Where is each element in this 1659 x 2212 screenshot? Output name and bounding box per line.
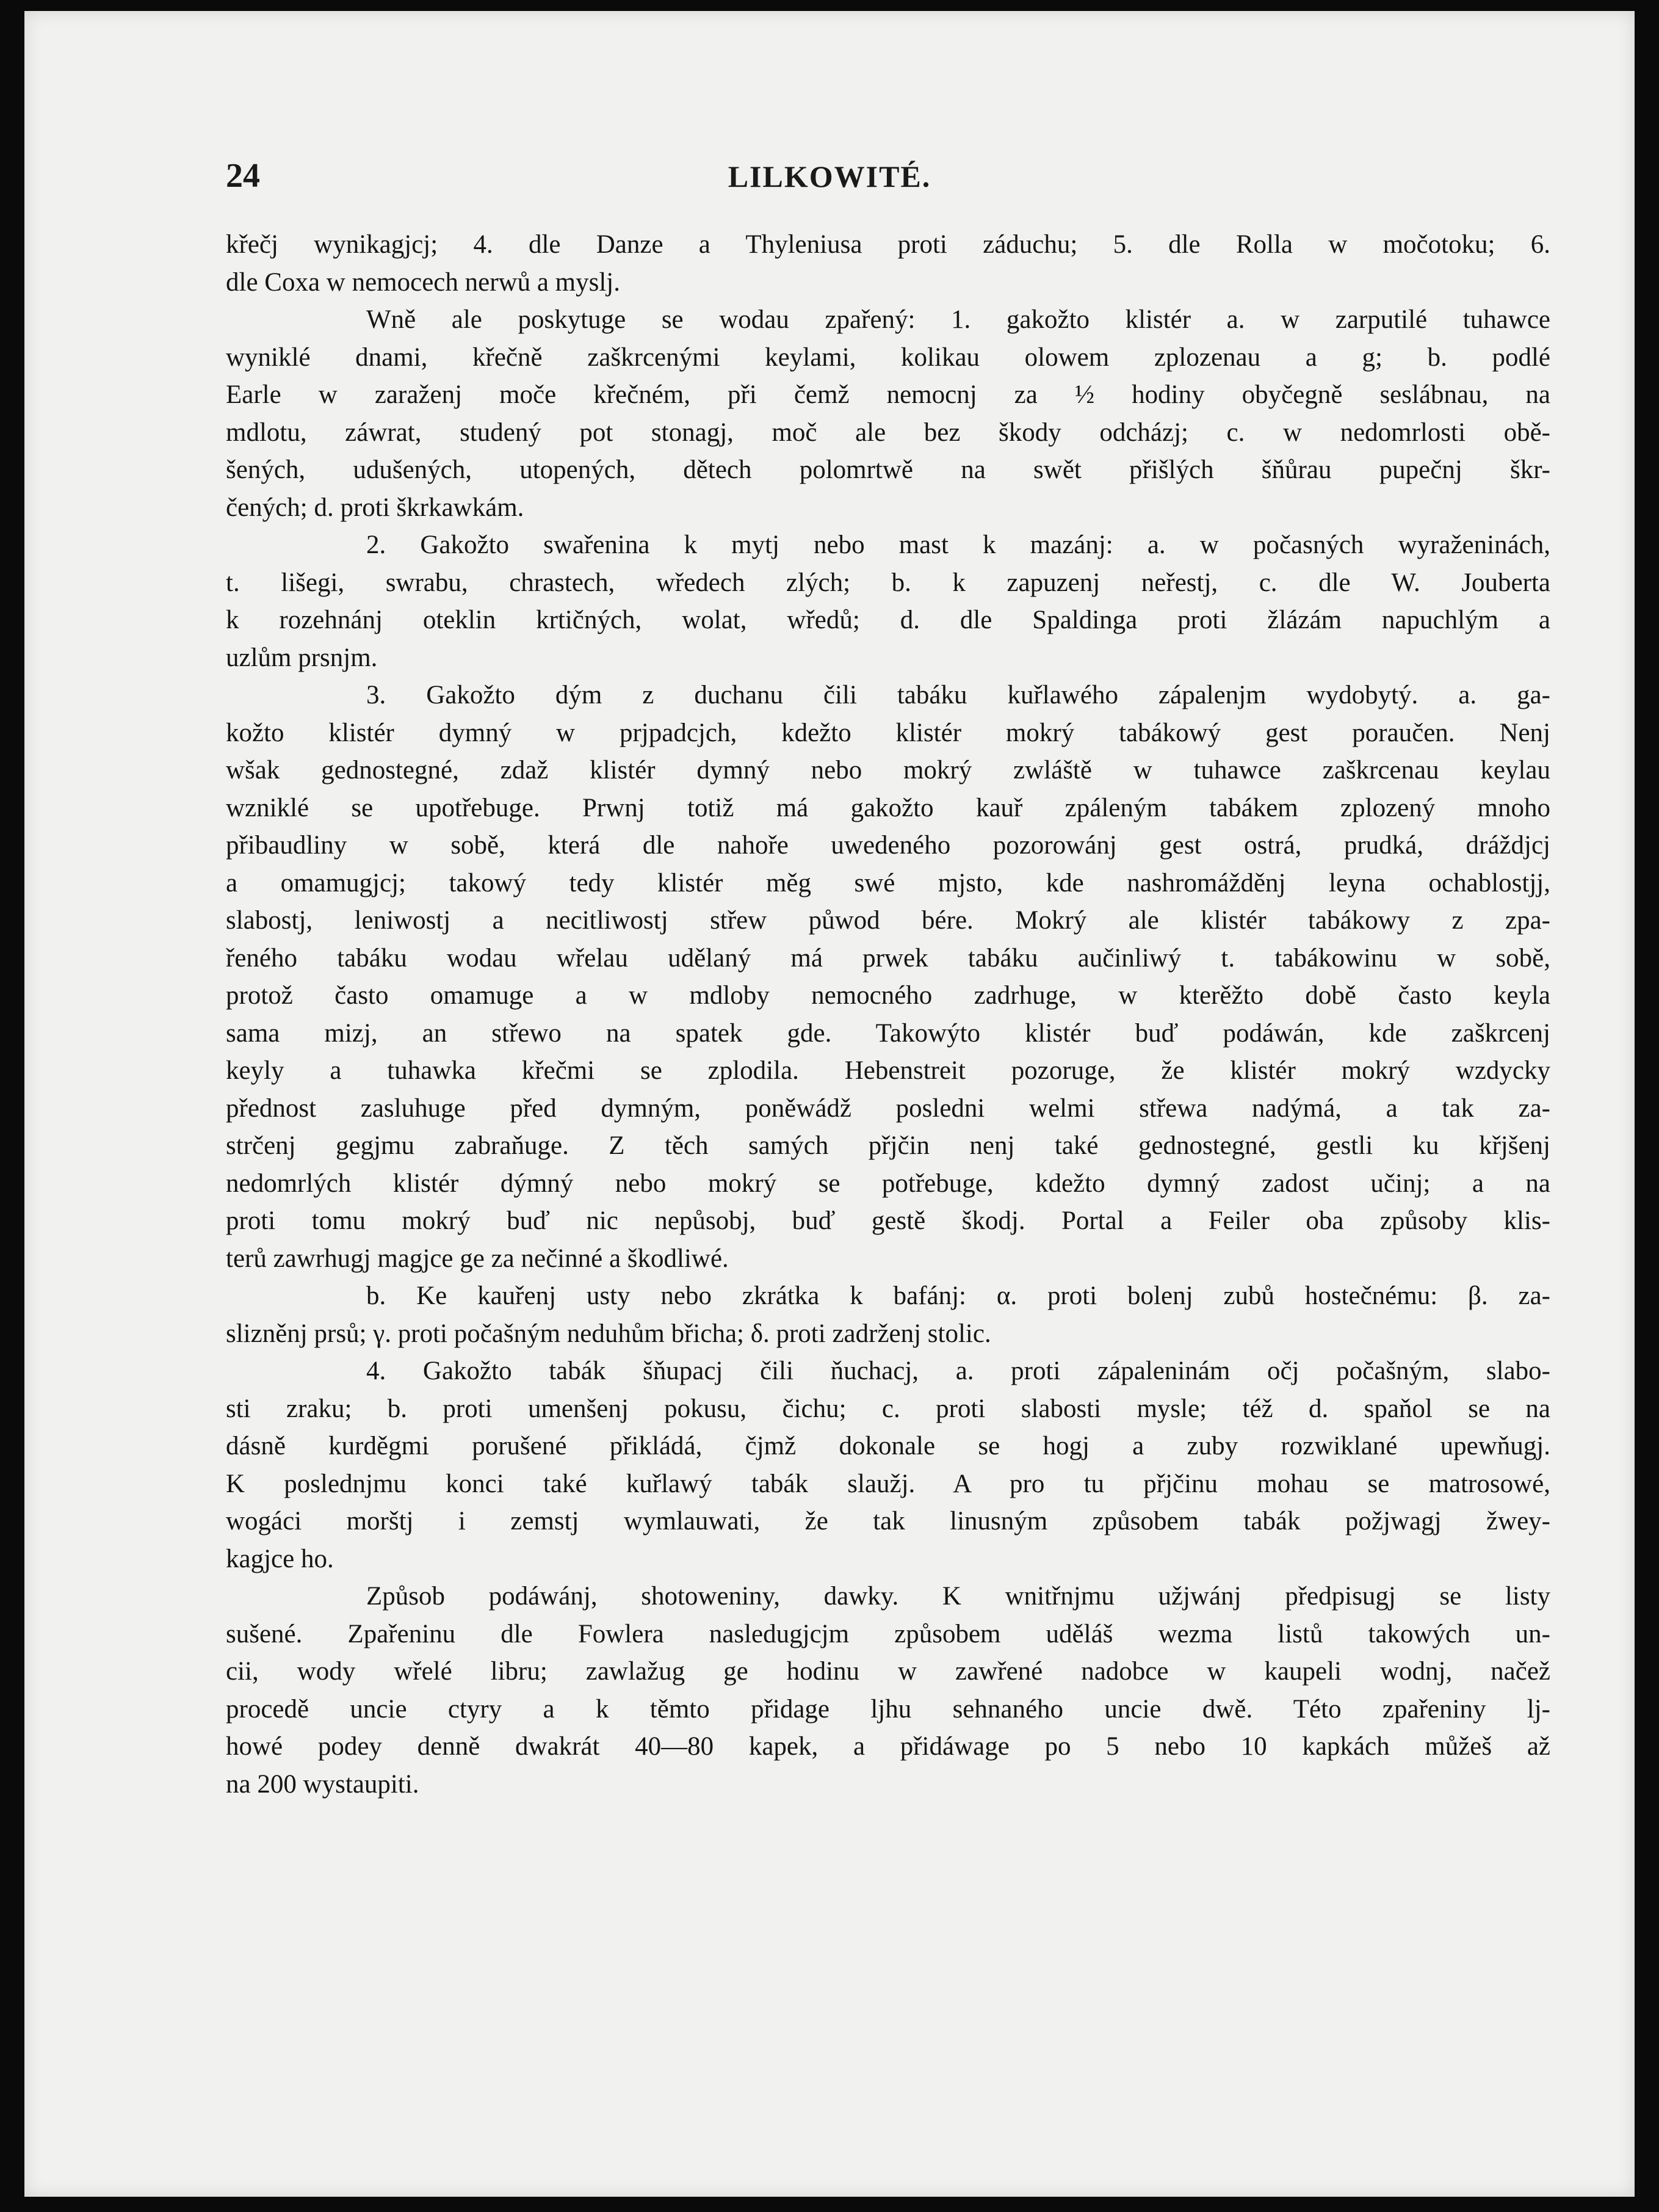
text-line: kožto klistér dymný w prjpadcjch, kdežto klistér mokrý tabákowý gest poraučen. Nenj — [226, 718, 1550, 747]
text-line: terů zawrhugj magjce ge za nečinné a škodliwé. — [226, 1244, 729, 1273]
text-line: 4. Gakožto tabák šňupacj čili ňuchacj, a. proti zápaleninám očj počašným, slabo- — [366, 1357, 1550, 1385]
page-header — [24, 156, 1635, 205]
text-line: K poslednjmu konci také kuřlawý tabák slaužj. A pro tu přjčinu mohau se matrosowé, — [226, 1469, 1550, 1498]
text-line: slabostj, leniwostj a necitliwostj střew půwod bére. Mokrý ale klistér tabákowy z zpa- — [226, 906, 1550, 935]
text-line: řeného tabáku wodau wřelau udělaný má prwek tabáku aučinliwý t. tabákowinu w sobě, — [226, 943, 1550, 973]
text-line: t. lišegi, swrabu, chrastech, wředech zlých; b. k zapuzenj neřestj, c. dle W. Jouberta — [226, 568, 1550, 597]
text-line: 2. Gakožto swařenina k mytj nebo mast k mazánj: a. w počasných wyraženinách, — [366, 531, 1550, 559]
book-page — [24, 11, 1635, 2197]
text-line: wšak gednostegné, zdaž klistér dymný nebo mokrý zwláště w tuhawce zaškrcenau keylau — [226, 756, 1550, 785]
text-line: 3. Gakožto dým z duchanu čili tabáku kuřlawého zápalenjm wydobytý. a. ga- — [366, 681, 1550, 709]
page-number: 24 — [226, 157, 260, 195]
text-line: Wně ale poskytuge se wodau zpařený: 1. gakožto klistér a. w zarputilé tuhawce — [366, 305, 1550, 334]
text-line: howé podey denně dwakrát 40—80 kapek, a přidáwage po 5 nebo 10 kapkách můžeš až — [226, 1732, 1550, 1761]
text-line: mdlotu, záwrat, studený pot stonagj, moč ale bez škody odcházj; c. w nedomrlosti obě- — [226, 418, 1550, 447]
text-line: cii, wody wřelé libru; zawlažug ge hodinu w zawřené nadobce w kaupeli wodnj, načež — [226, 1657, 1550, 1686]
text-line: nedomrlých klistér dýmný nebo mokrý se potřebuge, kdežto dymný zadost učinj; a na — [226, 1169, 1550, 1198]
text-line: kagjce ho. — [226, 1544, 334, 1573]
text-line: sti zraku; b. proti umenšenj pokusu, čichu; c. proti slabosti mysle; též d. spaňol se na — [226, 1394, 1550, 1423]
text-line: k rozehnánj oteklin krtičných, wolat, wředů; d. dle Spaldinga proti žlázám napuchlým a — [226, 606, 1550, 634]
text-line: wzniklé se upotřebuge. Prwnj totiž má gakožto kauř zpáleným tabákem zplozený mnoho — [226, 793, 1550, 822]
text-line: křečj wynikagjcj; 4. dle Danze a Thyleniusa proti záduchu; 5. dle Rolla w močotoku; 6. — [226, 230, 1550, 259]
running-title: LILKOWITÉ. — [728, 159, 931, 194]
text-line: přednost zasluhuge před dymným, poněwádž posledni welmi střewa nadýmá, a tak za- — [226, 1093, 1550, 1123]
text-line: wyniklé dnami, křečně zaškrcenými keylami, kolikau olowem zplozenau a g; b. podlé — [226, 343, 1550, 372]
text-line: Způsob podáwánj, shotoweniny, dawky. K wnitřnjmu užjwánj předpisugj se listy — [366, 1582, 1550, 1611]
text-line: šených, udušených, utopených, dětech polomrtwě na swět přišlých šňůrau pupečnj škr- — [226, 455, 1550, 484]
text-line: slizněnj prsů; γ. proti počašným neduhům břicha; δ. proti zadrženj stolic. — [226, 1319, 991, 1348]
text-line: Earle w zaraženj moče křečném, při čemž nemocnj za ½ hodiny obyčegně seslábnau, na — [226, 380, 1550, 409]
text-line: protož často omamuge a w mdloby nemocného zadrhuge, w kterěžto době často keyla — [226, 981, 1550, 1010]
text-line: uzlům prsnjm. — [226, 643, 378, 672]
text-line: sama mizj, an střewo na spatek gde. Takowýto klistér buď podáwán, kde zaškrcenj — [226, 1018, 1550, 1048]
text-line: dle Coxa w nemocech nerwů a myslj. — [226, 267, 621, 297]
text-line: keyly a tuhawka křečmi se zplodila. Hebenstreit pozoruge, že klistér mokrý wzdycky — [226, 1056, 1550, 1085]
text-line: na 200 wystaupiti. — [226, 1769, 419, 1799]
text-line: a omamugjcj; takowý tedy klistér měg swé mjsto, kde nashromážděnj leyna ochablostjj, — [226, 868, 1550, 897]
text-line: wogáci morštj i zemstj wymlauwati, že tak linusným způsobem tabák požjwagj žwey- — [226, 1507, 1550, 1536]
text-line: sušené. Zpařeninu dle Fowlera nasledugjcjm způsobem uděláš wezma listů takowých un- — [226, 1619, 1550, 1648]
text-line: strčenj gegjmu zabraňuge. Z těch samých přjčin nenj také gednostegné, gestli ku křjšenj — [226, 1131, 1550, 1160]
text-line: b. Ke kauřenj usty nebo zkrátka k bafánj: α. proti bolenj zubů hostečnému: β. za- — [366, 1282, 1550, 1310]
body-text — [226, 226, 1550, 1803]
text-line: proti tomu mokrý buď nic nepůsobj, buď gestě škodj. Portal a Feiler oba způsoby klis- — [226, 1206, 1550, 1235]
text-line: přibaudliny w sobě, která dle nahoře uwedeného pozorowánj gest ostrá, prudká, drážd͏jcj — [226, 831, 1550, 860]
text-line: procedě uncie ctyry a k těmto přidage ljhu sehnaného uncie dwě. Této zpařeniny lj- — [226, 1694, 1550, 1724]
text-line: dásně kurděgmi porušené přikládá, čjmž dokonale se hogj a zuby rozwiklané upewňugj. — [226, 1432, 1550, 1460]
text-line: čených; d. proti škrkawkám. — [226, 493, 524, 522]
